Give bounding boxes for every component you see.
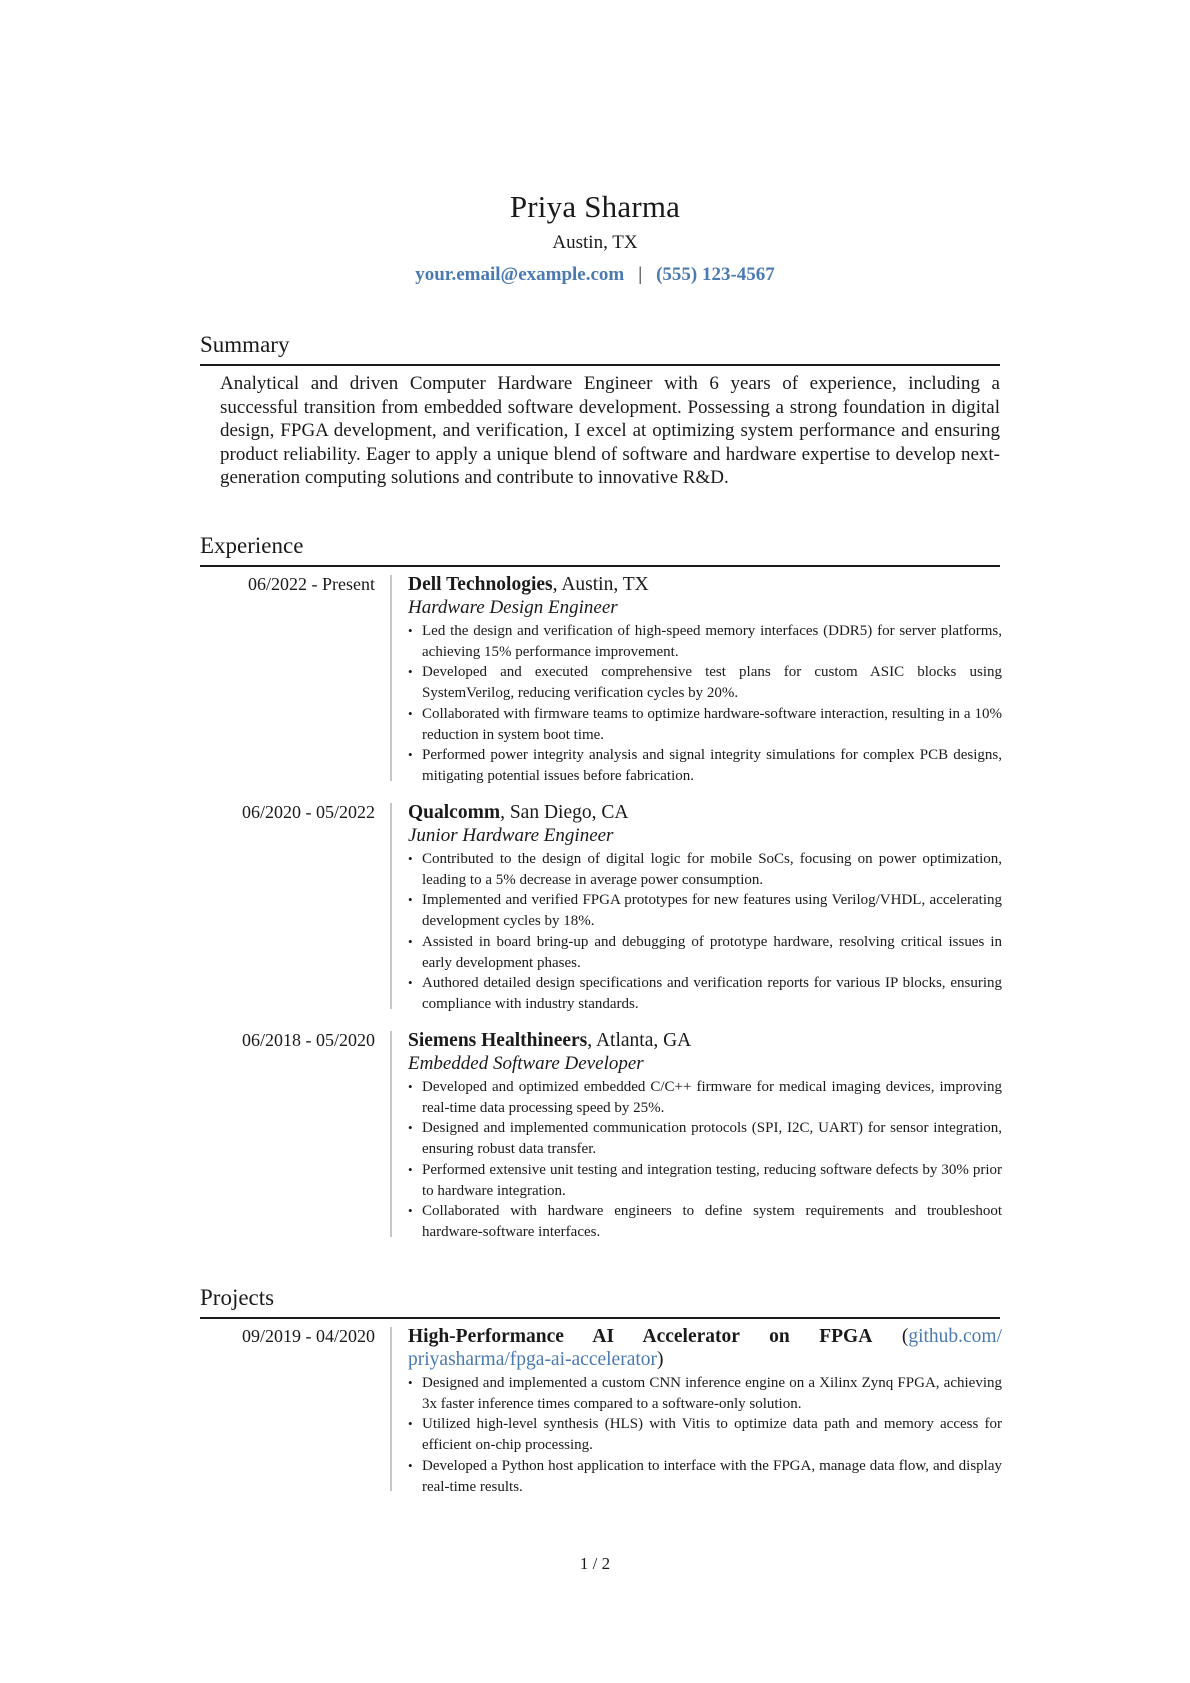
summary-text: Analytical and driven Computer Hardware Engineer with 6 years of experience, including a successful transition from embedded software development. Possessing a strong foundation in digital design, FPGA development, and verification, I excel at optimizing system performance and ensuring product reliability. Eager to apply a unique blend of software and hardware expertise to develop next-generation computing solutions and contribute to innovative R&D.	[220, 373, 1000, 488]
bullet-item: • Performed power integrity analysis and signal integrity simulations for complex PCB designs, mitigating potential issues before fabrication.	[408, 745, 1002, 786]
bullet-list	[408, 1077, 1002, 1243]
entry-date: 06/2018 - 05/2020	[242, 1030, 375, 1050]
bullet-item: • Collaborated with firmware teams to optimize hardware-software interaction, resulting in a 10% reduction in system boot time.	[408, 704, 1002, 745]
project-title-line	[408, 1325, 1002, 1371]
bullet-item: • Developed and executed comprehensive test plans for custom ASIC blocks using SystemVerilog, reducing verification cycles by 20%.	[408, 662, 1002, 703]
company-location: , Austin, TX	[552, 574, 649, 595]
entry-date: 06/2022 - Present	[248, 574, 375, 594]
email-link[interactable]: your.email@example.com	[415, 264, 625, 285]
candidate-location: Austin, TX	[552, 232, 638, 253]
bullet-item: • Authored detailed design specifications and verification reports for various IP blocks, ensuring compliance with industry standards.	[408, 973, 1002, 1014]
job-role: Embedded Software Developer	[408, 1053, 644, 1074]
link-open-paren: (	[901, 1326, 909, 1347]
entry-body	[408, 1029, 1002, 1243]
timeline-bar	[390, 1031, 392, 1237]
bullet-item: • Developed and optimized embedded C/C++ firmware for medical imaging devices, improving real-time data processing speed by 25%.	[408, 1077, 1002, 1118]
link-close-paren: )	[657, 1349, 664, 1370]
project-title: High-Performance AI Accelerator on FPGA	[408, 1326, 873, 1347]
company-name: Qualcomm	[408, 802, 501, 823]
company-location: , San Diego, CA	[500, 802, 629, 823]
phone-link[interactable]: (555) 123-4567	[656, 264, 775, 285]
entry-date: 06/2020 - 05/2022	[242, 802, 375, 822]
project-link[interactable]: github.com/ priyasharma/fpga-ai-accelerator	[408, 1326, 1003, 1370]
resume-header	[0, 188, 1190, 288]
timeline-bar	[390, 803, 392, 1009]
bullet-item: • Developed a Python host application to interface with the FPGA, manage data flow, and display real-time results.	[408, 1456, 1002, 1497]
bullet-item: • Implemented and verified FPGA prototypes for new features using Verilog/VHDL, accelerating development cycles by 18%.	[408, 890, 1002, 931]
bullet-item: • Collaborated with hardware engineers to define system requirements and troubleshoot hardware-software interfaces.	[408, 1201, 1002, 1242]
contact-separator: |	[638, 264, 643, 285]
entry-body	[408, 1325, 1002, 1497]
candidate-name: Priya Sharma	[509, 189, 681, 224]
entry-date: 09/2019 - 04/2020	[242, 1326, 375, 1346]
bullet-item: • Designed and implemented a custom CNN inference engine on a Xilinx Zynq FPGA, achieving 3x faster inference times compared to a software-only solution.	[408, 1373, 1002, 1414]
bullet-item: • Designed and implemented communication protocols (SPI, I2C, UART) for sensor integration, ensuring robust data transfer.	[408, 1118, 1002, 1159]
company-name: Dell Technologies	[408, 574, 553, 595]
summary-heading	[200, 330, 1000, 366]
bullet-item: • Assisted in board bring-up and debugging of prototype hardware, resolving critical issues in early development phases.	[408, 932, 1002, 973]
bullet-item: • Led the design and verification of high-speed memory interfaces (DDR5) for server platforms, achieving 15% performance improvement.	[408, 621, 1002, 662]
experience-heading-text: Experience	[200, 533, 304, 558]
timeline-bar	[390, 575, 392, 781]
experience-heading	[200, 531, 1000, 567]
bullet-list	[408, 621, 1002, 787]
contact-line	[0, 262, 1190, 288]
entry-body	[408, 801, 1002, 1015]
bullet-item: • Utilized high-level synthesis (HLS) with Vitis to optimize data path and memory access for efficient on-chip processing.	[408, 1414, 1002, 1455]
bullet-list	[408, 1373, 1002, 1497]
bullet-list	[408, 849, 1002, 1015]
company-location: , Atlanta, GA	[587, 1030, 692, 1051]
page-number: 1 / 2	[579, 1554, 611, 1573]
bullet-item: • Performed extensive unit testing and integration testing, reducing software defects by 30% prior to hardware integration.	[408, 1160, 1002, 1201]
bullet-item: • Contributed to the design of digital logic for mobile SoCs, focusing on power optimization, leading to a 5% decrease in average power consumption.	[408, 849, 1002, 890]
entry-body	[408, 573, 1002, 787]
timeline-bar	[390, 1327, 392, 1491]
job-role: Junior Hardware Engineer	[408, 825, 614, 846]
job-role: Hardware Design Engineer	[408, 597, 618, 618]
company-name: Siemens Healthineers	[408, 1030, 588, 1051]
projects-heading-text: Projects	[200, 1285, 275, 1310]
summary-heading-text: Summary	[200, 332, 290, 357]
projects-heading	[200, 1283, 1000, 1319]
